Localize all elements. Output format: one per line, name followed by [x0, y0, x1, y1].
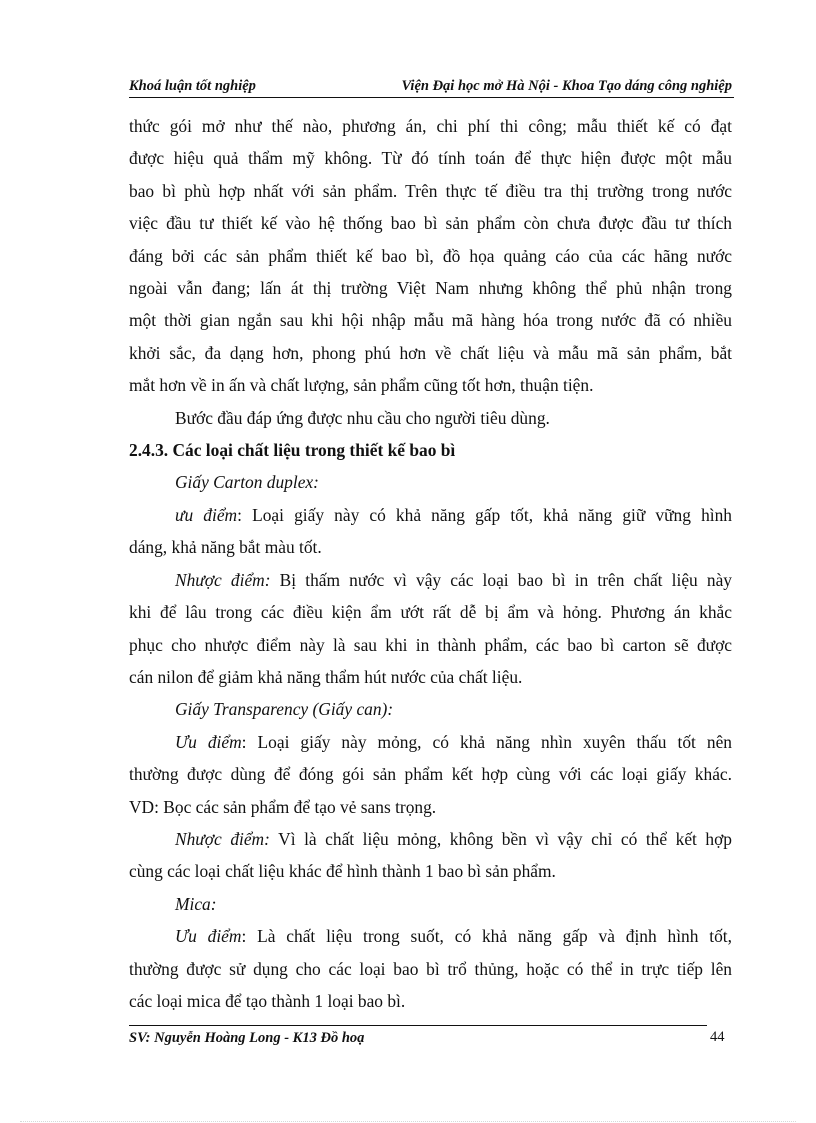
carton-disadvantages: [129, 564, 732, 694]
text-line: thường được dùng để đóng gói sản phẩm kết hợp cùng với các loại giấy khác.: [129, 764, 732, 785]
text-line: khi để lâu trong các điều kiện ẩm ướt rất dễ bị ẩm và hỏng. Phương án khắc: [129, 602, 732, 623]
page-content: [129, 110, 732, 1017]
disadvantage-label: Nhược điểm:: [175, 828, 270, 849]
carton-advantages: [129, 499, 732, 564]
text-line: VD: Bọc các sản phẩm để tạo vẻ sans trọng.: [129, 796, 437, 817]
text-line: ưu điểm: Loại giấy này có khả năng gấp tốt, khả năng giữ vững hình: [175, 504, 732, 525]
text-line: mắt hơn về in ấn và chất lượng, sản phẩm cũng tốt hơn, thuận tiện.: [129, 375, 594, 396]
text-line: thức gói mở như thế nào, phương án, chi phí thi công; mẫu thiết kế có đạt: [129, 116, 732, 136]
text-line: Nhược điểm: Bị thấm nước vì vậy các loại bao bì in trên chất liệu này: [175, 569, 732, 590]
text-line: cán nilon để giảm khả năng thẩm hút nước của chất liệu.: [129, 666, 523, 687]
text-line: phục cho nhược điểm này là sau khi in thành phẩm, các bao bì carton sẽ được: [129, 634, 732, 655]
text-line: khởi sắc, đa dạng hơn, phong phú hơn về chất liệu và mẫu mã sản phẩm, bắt: [129, 342, 732, 363]
advantage-label: Ưu điểm: [175, 926, 242, 947]
text-line: được hiệu quả thẩm mỹ không. Từ đó tính toán để thực hiện được một mẫu: [129, 148, 732, 169]
text-line: thường được sử dụng cho các loại bao bì trổ thủng, hoặc có thể in trực tiếp lên: [129, 958, 732, 979]
transparency-advantages: [129, 726, 732, 823]
disadvantage-label: Nhược điểm:: [175, 569, 271, 590]
paragraph-consumer-needs: Bước đầu đáp ứng được nhu cầu cho người tiêu dùng.: [175, 407, 550, 428]
text-line: bao bì phù hợp nhất với sản phẩm. Trên thực tế điều tra thị trường trong nước: [129, 180, 732, 201]
mica-advantages: [129, 920, 732, 1017]
material-title-mica: Mica:: [175, 893, 217, 914]
text-line: dáng, khả năng bắt màu tốt.: [129, 537, 322, 558]
header-rule: [129, 97, 734, 98]
material-title-transparency: Giấy Transparency (Giấy can):: [175, 699, 394, 720]
page-number: 44: [710, 1029, 725, 1045]
text-line: Nhược điểm: Vì là chất liệu mỏng, không bền vì vậy chỉ có thể kết hợp: [175, 828, 732, 849]
text-line: một thời gian ngắn sau khi hội nhập mẫu mã hàng hóa trong nước đã có nhiều: [129, 310, 732, 331]
header-thesis-label: Khoá luận tốt nghiệp: [129, 78, 256, 94]
text-line: đáng bởi các sản phẩm thiết kế bao bì, đồ họa quảng cáo của các hãng nước: [129, 245, 732, 266]
paragraph-intro: [129, 110, 732, 402]
page-header: [129, 76, 734, 96]
section-heading: 2.4.3. Các loại chất liệu trong thiết kế bao bì: [129, 440, 456, 461]
text-line: các loại mica để tạo thành 1 loại bao bì.: [129, 990, 406, 1011]
page-bottom-border: [20, 1121, 796, 1122]
footer-student-name: SV: Nguyễn Hoàng Long - K13 Đồ hoạ: [129, 1030, 365, 1046]
text-line: ngoài vẫn đang; lấn át thị trường Việt Nam nhưng không thể phủ nhận trong: [129, 278, 732, 299]
text-line: việc đầu tư thiết kế vào hệ thống bao bì sản phẩm còn chưa được đầu tư thích: [129, 213, 732, 234]
transparency-disadvantages: [129, 823, 732, 888]
advantage-label: ưu điểm: [175, 504, 238, 525]
text-line: Ưu điểm: Là chất liệu trong suốt, có khả năng gấp và định hình tốt,: [175, 926, 732, 947]
advantage-label: Ưu điểm: [175, 731, 242, 752]
material-title-carton: Giấy Carton duplex:: [175, 472, 319, 493]
footer-rule: [129, 1025, 707, 1026]
text-line: Ưu điểm: Loại giấy này mỏng, có khả năng nhìn xuyên thấu tốt nên: [175, 731, 732, 752]
header-institution: Viện Đại học mở Hà Nội - Khoa Tạo dáng công nghiệp: [401, 78, 732, 94]
text-line: cùng các loại chất liệu khác để hình thành 1 bao bì sản phẩm.: [129, 861, 556, 882]
